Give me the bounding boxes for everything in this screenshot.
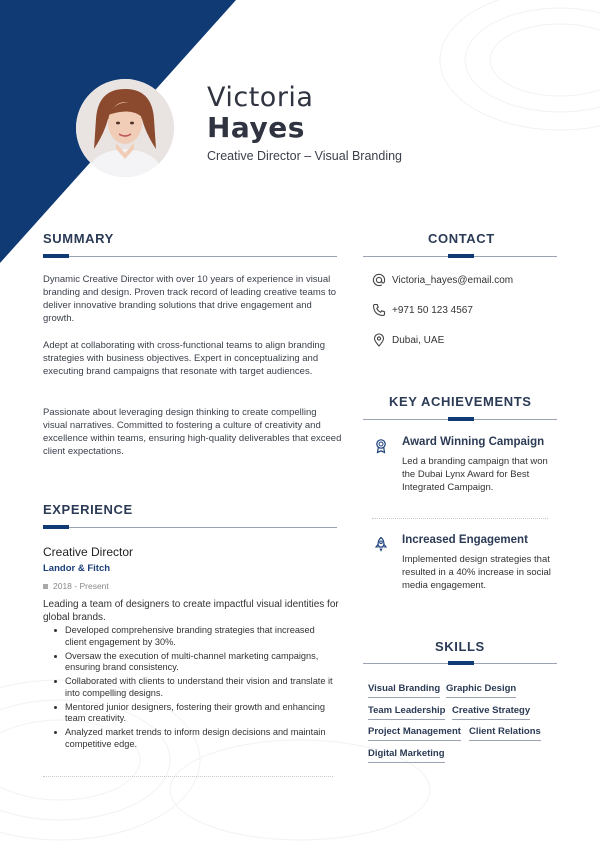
skill-tag: Visual Branding [368, 683, 440, 698]
job-title: Creative Director – Visual Branding [207, 149, 403, 163]
experience-role: Creative Director [43, 545, 134, 559]
email-text: Victoria_hayes@email.com [392, 274, 514, 286]
experience-bullet: Oversaw the execution of multi-channel marketing campaigns, ensuring brand consistency. [52, 651, 337, 674]
contact-location [372, 333, 444, 347]
summary-accent [43, 254, 69, 258]
experience-rule [43, 527, 337, 528]
rocket-icon [373, 536, 389, 552]
summary-paragraph: Adept at collaborating with cross-functional teams to align branding strategies with business objectives. Expert in conceptualizing and executing brand campaigns that resonate with target audiences. [43, 340, 325, 377]
skills-accent [448, 661, 474, 665]
skill-tag: Digital Marketing [368, 748, 445, 763]
experience-heading: EXPERIENCE [43, 502, 133, 517]
phone-icon [372, 303, 386, 317]
contact-phone[interactable] [372, 303, 473, 317]
location-text: Dubai, UAE [392, 334, 445, 346]
achievements-heading: KEY ACHIEVEMENTS [389, 394, 532, 409]
experience-dates-text: 2018 - Present [53, 581, 109, 591]
skill-tag: Project Management [368, 726, 461, 741]
summary-rule [43, 256, 337, 257]
experience-bullet: Developed comprehensive branding strategies that increased client engagement by 30%. [52, 625, 337, 648]
experience-accent [43, 525, 69, 529]
summary-paragraph: Dynamic Creative Director with over 10 years of experience in visual branding and design. Proven track record of leading creative teams to deliver innovative branding solutions that drive engagement and growth. [43, 274, 337, 324]
experience-bullet: Analyzed market trends to inform design decisions and maintain competitive edge. [52, 727, 337, 750]
experience-bullet: Collaborated with clients to understand their vision and translate it into compelling designs. [52, 676, 337, 699]
contact-heading: CONTACT [428, 231, 495, 246]
experience-bullets [52, 625, 337, 753]
skill-tag: Client Relations [469, 726, 541, 741]
experience-divider [43, 776, 333, 777]
calendar-marker-icon [43, 584, 48, 589]
skill-tag: Team Leadership [368, 705, 445, 720]
summary-paragraph: Passionate about leveraging design thinking to create compelling visual narratives. Committed to fostering a culture of creativity and excellence within teams, ensuring high-quality deliverables that exceed client expectations. [43, 407, 342, 457]
award-ribbon-icon [373, 438, 389, 454]
achievement-description: Led a branding campaign that won the Dubai Lynx Award for Best Integrated Campaign. [402, 456, 548, 493]
profile-photo [76, 79, 174, 177]
phone-text: +971 50 123 4567 [392, 304, 473, 316]
first-name: Victoria [207, 82, 314, 113]
contact-accent [448, 254, 474, 258]
achievement-title: Award Winning Campaign [402, 436, 545, 448]
experience-description: Leading a team of designers to create impactful visual identities for global brands. [43, 599, 339, 623]
experience-company: Landor & Fitch [43, 563, 111, 574]
skill-tag: Creative Strategy [452, 705, 530, 720]
achievements-accent [448, 417, 474, 421]
experience-dates [43, 581, 109, 591]
contact-email[interactable] [372, 273, 513, 287]
experience-bullet: Mentored junior designers, fostering their growth and enhancing team creativity. [52, 702, 337, 725]
last-name: Hayes [207, 111, 305, 144]
summary-heading: SUMMARY [43, 231, 114, 246]
achievement-title: Increased Engagement [402, 534, 528, 546]
skill-tag: Graphic Design [446, 683, 516, 698]
location-pin-icon [372, 333, 386, 347]
at-icon [372, 273, 386, 287]
achievement-description: Implemented design strategies that resulted in a 40% increase in social media engagement. [402, 554, 551, 591]
skills-heading: SKILLS [435, 639, 485, 654]
achievement-divider [372, 518, 548, 519]
